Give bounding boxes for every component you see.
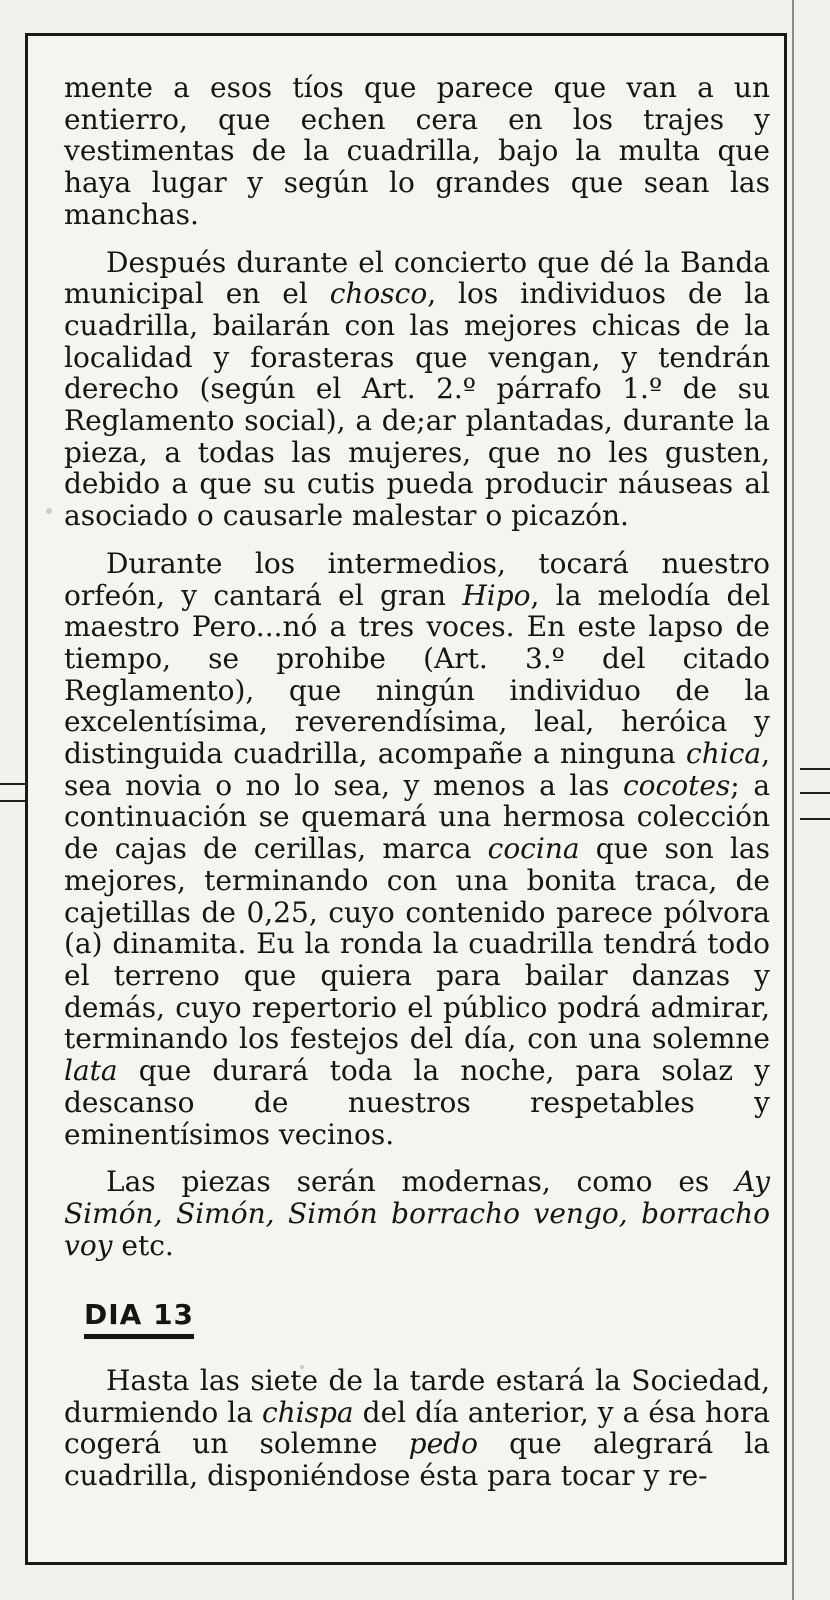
- right-edge-mark: [800, 792, 830, 794]
- outer-rule: [792, 0, 794, 1600]
- article-column: [64, 72, 770, 1508]
- right-edge-mark: [800, 818, 830, 820]
- paragraph-1: mente a esos tíos que parece que van a un entierro, que echen cera en los trajes y vestimentas de la cuadrilla, bajo la multa que haya lugar y según lo grandes que sean las manchas.: [64, 71, 770, 231]
- paragraph-5: Hasta las siete de la tarde estará la Sociedad, durmiendo la chispa del día anterior, y a ésa hora cogerá un solemne pedo que alegrará la cuadrilla, disponiéndose ésta para tocar y re-: [64, 1364, 770, 1493]
- right-edge-mark: [800, 768, 830, 770]
- paragraph-4: Las piezas serán modernas, como es Ay Simón, Simón, Simón borracho vengo, borracho voy etc.: [64, 1165, 770, 1262]
- print-speck: [46, 508, 52, 514]
- section-heading: DIA 13: [84, 1299, 194, 1339]
- paragraph-3: Durante los intermedios, tocará nuestro orfeón, y cantará el gran Hipo, la melodía del maestro Pero...nó a tres voces. En este lapso de tiempo, se prohibe (Art. 3.º del citado Reglamento), que ningún individuo de la excelentísima, reverendísima, leal, heróica y distinguida cuadrilla, acompañe a ninguna chica, sea novia o no lo sea, y menos a las cocotes; a continuación se quemará una hermosa colección de cajas de cerillas, marca cocina que son las mejores, terminando con una bonita traca, de cajetillas de 0,25, cuyo contenido parece pólvora (a) dinamita. Eu la ronda la cuadrilla tendrá todo el terreno que quiera para bailar danzas y demás, cuyo repertorio el público podrá admirar, terminando los festejos del día, con una solemne lata que durará toda la noche, para solaz y descanso de nuestros respetables y eminentísimos vecinos.: [64, 546, 771, 1151]
- left-edge-mark: [0, 783, 28, 785]
- paragraph-2: Después durante el concierto que dé la Banda municipal en el chosco, los individuos de la cuadrilla, bailarán con las mejores chicas de la localidad y forasteras que vengan, y tendrán derecho (según el Art. 2.º párrafo 1.º de su Reglamento social), a de;ar plantadas, durante la pieza, a todas las mujeres, que no les gusten, debido a que su cutis pueda producir náuseas al asociado o causarle malestar o picazón.: [64, 245, 770, 533]
